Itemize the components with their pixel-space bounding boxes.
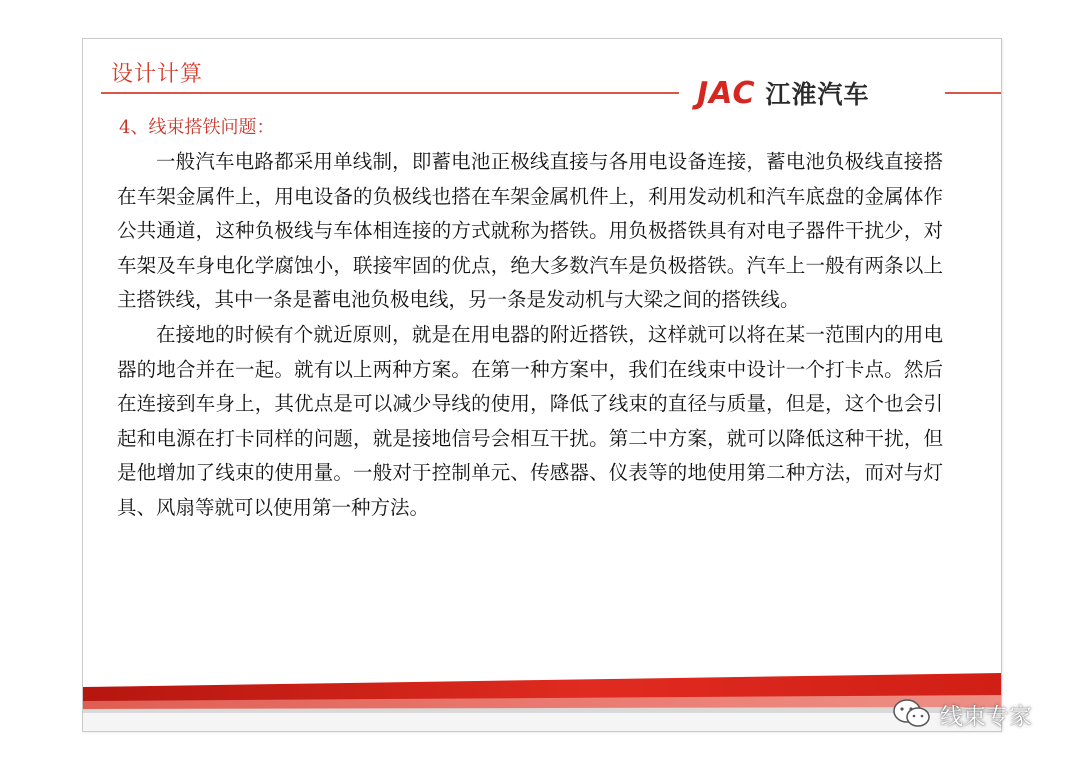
watermark-text: 线束专家 [940,703,1032,730]
paragraph-2: 在接地的时候有个就近原则，就是在用电器的附近搭铁，这样就可以将在某一范围内的用电器的地合并在一起。就有以上两种方案。在第一种方案中，我们在线束中设计一个打卡点。然后在连接到车身上，其优点是可以减少导线的使用，降低了线束的直径与质量，但是，这个也会引起和电源在打卡同样的问题，就是接地信号会相互干扰。第二中方案，就可以降低这种干扰，但是他增加了线束的使用量。一般对于控制单元、传感器、仪表等的地使用第二种方法，而对与灯具、风扇等就可以使用第一种方法。 [117,322,943,519]
jac-logo [697,75,870,111]
header-divider-left [101,92,679,94]
paragraph-1: 一般汽车电路都采用单线制，即蓄电池正极线直接与各用电设备连接，蓄电池负极线直接搭在车架金属件上，用电设备的负极线也搭在车架金属机件上，利用发动机和汽车底盘的金属体作公共通道，这种负极线与车体相连接的方式就称为搭铁。用负极搭铁具有对电子器件干扰少，对车架及车身电化学腐蚀小，联接牢固的优点，绝大多数汽车是负极搭铁。汽车上一般有两条以上主搭铁线，其中一条是蓄电池负极电线，另一条是发动机与大梁之间的搭铁线。 [117,150,943,312]
section-heading: 4、线束搭铁问题： [119,117,275,138]
wechat-watermark [892,694,1032,734]
header-divider-right [945,92,1001,94]
logo-brand: JAC [697,75,756,111]
slide-title: 设计计算 [111,62,204,87]
body-text [117,145,943,526]
slide [82,38,1002,732]
wechat-icon [892,696,932,732]
bottom-decorative-band [83,659,1001,731]
logo-name-cn: 江淮汽车 [765,80,870,109]
